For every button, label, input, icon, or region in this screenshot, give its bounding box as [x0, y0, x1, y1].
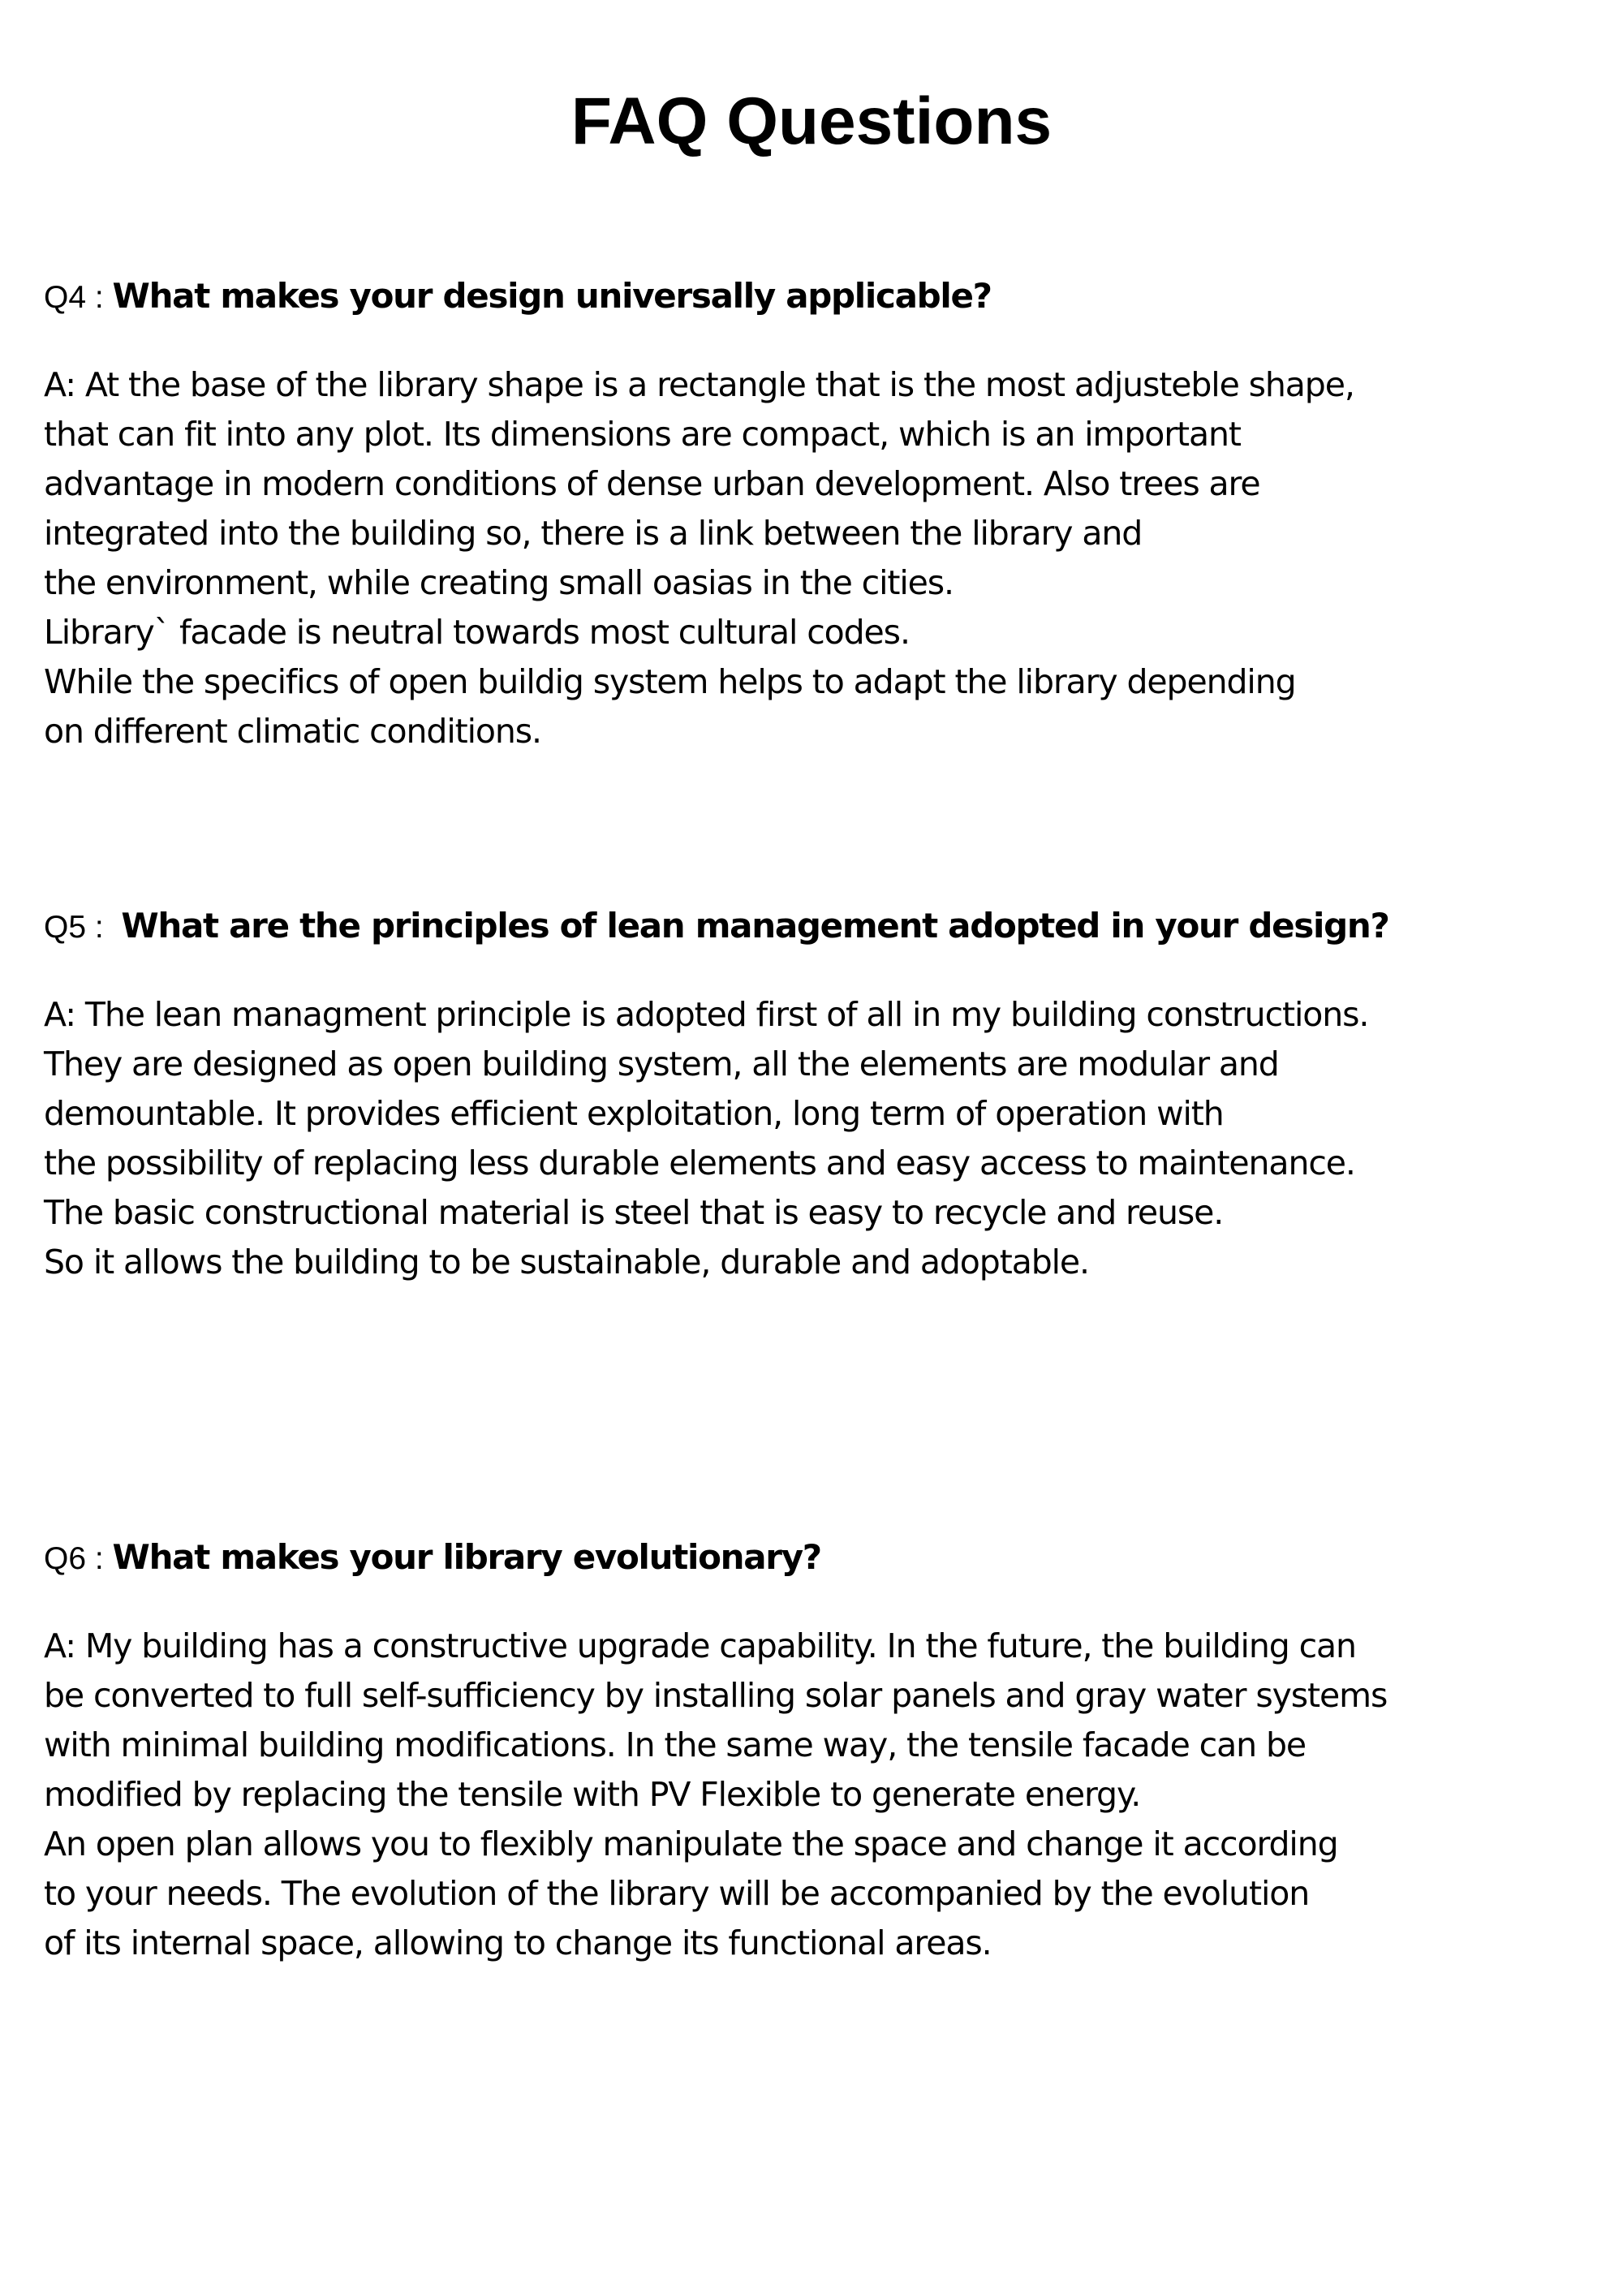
faq-answer	[44, 1622, 1586, 1968]
question-separator: :	[86, 280, 113, 315]
answer-line: advantage in modern conditions of dense urban development. Also trees are	[44, 464, 1260, 503]
faq-item-q5	[44, 898, 1586, 1287]
answer-line: that can fit into any plot. Its dimensions are compact, which is an important	[44, 415, 1241, 454]
question-text: What are the principles of lean management adopted in your design?	[121, 906, 1389, 946]
answer-line: the environment, while creating small oasias in the cities.	[44, 563, 954, 602]
answer-line: demountable. It provides efficient exploitation, long term of operation with	[44, 1094, 1224, 1133]
question-number: Q5	[44, 910, 87, 945]
faq-answer	[44, 990, 1586, 1287]
answer-line: A: My building has a constructive upgrade capability. In the future, the building can	[44, 1626, 1356, 1665]
answer-line: modified by replacing the tensile with PV Flexible to generate energy.	[44, 1775, 1141, 1814]
page-title: FAQ Questions	[570, 84, 1053, 158]
answer-line: on different climatic conditions.	[44, 712, 541, 751]
faq-question	[44, 268, 1586, 325]
answer-line: to your needs. The evolution of the library will be accompanied by the evolution	[44, 1874, 1310, 1913]
answer-line: The basic constructional material is steel that is easy to recycle and reuse.	[44, 1193, 1224, 1232]
answer-line: They are designed as open building system, all the elements are modular and	[44, 1045, 1279, 1083]
faq-answer	[44, 360, 1586, 756]
question-number: Q6	[44, 1541, 87, 1576]
answer-line: be converted to full self-sufficiency by installing solar panels and gray water systems	[44, 1676, 1388, 1715]
faq-question	[44, 898, 1586, 954]
answer-line: integrated into the building so, there is a link between the library and	[44, 514, 1143, 553]
question-separator: :	[86, 1541, 113, 1576]
answer-line: Library` facade is neutral towards most cultural codes.	[44, 613, 910, 652]
faq-question	[44, 1529, 1586, 1586]
question-text: What makes your library evolutionary?	[112, 1537, 821, 1577]
faq-item-q4	[44, 268, 1586, 756]
answer-line: An open plan allows you to flexibly manipulate the space and change it according	[44, 1824, 1338, 1863]
question-separator: :	[86, 910, 122, 945]
answer-line: of its internal space, allowing to change its functional areas.	[44, 1923, 992, 1962]
answer-line: with minimal building modifications. In the same way, the tensile facade can be	[44, 1725, 1307, 1764]
answer-line: the possibility of replacing less durable elements and easy access to maintenance.	[44, 1144, 1355, 1182]
faq-item-q6	[44, 1529, 1586, 1968]
question-text: What makes your design universally applicable?	[112, 276, 992, 316]
answer-line: A: At the base of the library shape is a rectangle that is the most adjusteble shape,	[44, 365, 1354, 404]
question-number: Q4	[44, 280, 87, 315]
answer-line: So it allows the building to be sustainable, durable and adoptable.	[44, 1243, 1089, 1282]
answer-line: A: The lean managment principle is adopted first of all in my building constructions.	[44, 995, 1369, 1034]
answer-line: While the specifics of open buildig system helps to adapt the library depending	[44, 662, 1296, 701]
